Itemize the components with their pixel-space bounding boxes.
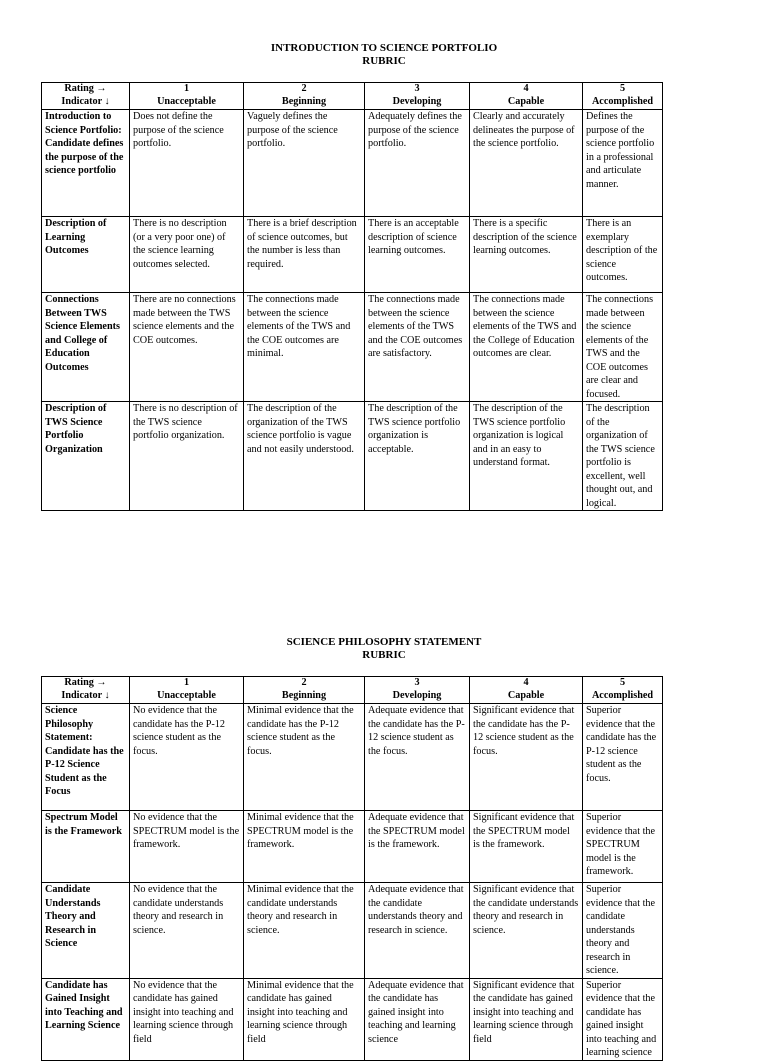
rubric-cell: Defines the purpose of the science portfolio in a professional and articulate manner. [583, 110, 663, 217]
rubric1-header-row [42, 83, 663, 110]
rating-number: 1 [183, 677, 190, 688]
rubric-cell: There is a brief description of science outcomes, but the number is less than required. [244, 217, 365, 293]
rubric2-title-line1: SCIENCE PHILOSOPHY STATEMENT [286, 636, 482, 648]
rubric-cell: Significant evidence that the candidate understands theory and research in science. [470, 883, 583, 979]
rubric-cell: No evidence that the candidate has the P-12 science student as the focus. [130, 704, 244, 811]
rubric-cell: The connections made between the science elements of the TWS and the College of Education outcomes are clear. [470, 293, 583, 402]
rubric-cell: The description of the TWS science portfolio organization is logical and in an easy to understand format. [470, 402, 583, 511]
rubric-cell: There is an acceptable description of science learning outcomes. [365, 217, 470, 293]
table-row [42, 704, 663, 811]
table-row [42, 217, 663, 293]
rating-label: Accomplished [591, 95, 654, 107]
rubric-cell: Adequate evidence that the SPECTRUM model is the framework. [365, 811, 470, 883]
table-row [42, 293, 663, 402]
rubric-cell: Superior evidence that the SPECTRUM model is the framework. [583, 811, 663, 883]
rubric2-title [0, 636, 768, 662]
rating-label: Unacceptable [157, 95, 216, 107]
indicator-cell: Introduction to Science Portfolio: Candidate defines the purpose of the science portfolio [42, 110, 130, 217]
rating-number: 1 [183, 83, 190, 94]
rubric-cell: There is no description of the TWS science portfolio organization. [130, 402, 244, 511]
rating-5-header [583, 83, 663, 110]
rating-label: Developing [392, 95, 442, 107]
rubric-cell: No evidence that the SPECTRUM model is the framework. [130, 811, 244, 883]
rating-indicator-header [42, 677, 130, 704]
rating-2-header [244, 83, 365, 110]
rating-number: 4 [523, 83, 529, 94]
indicator-label: Indicator ↓ [61, 95, 110, 107]
rubric-cell: Minimal evidence that the candidate has gained insight into teaching and learning science through field [244, 978, 365, 1060]
indicator-cell: Spectrum Model is the Framework [42, 811, 130, 883]
rating-label: Developing [392, 689, 442, 701]
rubric2-table [41, 676, 663, 1061]
rating-label: Beginning [281, 95, 327, 107]
rating-indicator-header [42, 83, 130, 110]
rating-label: Accomplished [591, 689, 654, 701]
rating-label: Unacceptable [157, 689, 216, 701]
rubric-cell: Adequate evidence that the candidate has gained insight into teaching and learning science [365, 978, 470, 1060]
rating-label: Capable [507, 95, 545, 107]
rubric-cell: Minimal evidence that the SPECTRUM model is the framework. [244, 811, 365, 883]
indicator-cell: Description of Learning Outcomes [42, 217, 130, 293]
rating-number: 2 [301, 83, 307, 94]
rating-number: 2 [301, 677, 307, 688]
rubric-cell: Significant evidence that the candidate has the P-12 science student as the focus. [470, 704, 583, 811]
rating-number: 4 [523, 677, 529, 688]
rubric-cell: Adequate evidence that the candidate understands theory and research in science. [365, 883, 470, 979]
rubric-cell: Minimal evidence that the candidate understands theory and research in science. [244, 883, 365, 979]
rating-1-header [130, 677, 244, 704]
rating-label: Capable [507, 689, 545, 701]
rubric-cell: Adequately defines the purpose of the science portfolio. [365, 110, 470, 217]
rating-number: 5 [619, 83, 626, 94]
rubric-cell: Superior evidence that the candidate understands theory and research in science. [583, 883, 663, 979]
rubric-cell: There is no description (or a very poor one) of the science learning outcomes selected. [130, 217, 244, 293]
rating-number: 3 [414, 83, 420, 94]
rubric2-title-line2: RUBRIC [362, 649, 406, 661]
rating-label: Beginning [281, 689, 327, 701]
rubric-cell: The description of the organization of the TWS science portfolio is vague and not easily understood. [244, 402, 365, 511]
rubric-cell: Significant evidence that the candidate has gained insight into teaching and learning science through field [470, 978, 583, 1060]
rating-5-header [583, 677, 663, 704]
rubric-cell: Vaguely defines the purpose of the science portfolio. [244, 110, 365, 217]
table-row [42, 883, 663, 979]
table-row [42, 402, 663, 511]
indicator-cell: Description of TWS Science Portfolio Organization [42, 402, 130, 511]
indicator-cell: Candidate has Gained Insight into Teaching and Learning Science [42, 978, 130, 1060]
rubric-cell: There is a specific description of the science learning outcomes. [470, 217, 583, 293]
rubric-cell: The description of the TWS science portfolio organization is acceptable. [365, 402, 470, 511]
rating-number: 5 [619, 677, 626, 688]
rubric-cell: Clearly and accurately delineates the purpose of the science portfolio. [470, 110, 583, 217]
indicator-label: Indicator ↓ [61, 689, 110, 701]
rubric-cell: Superior evidence that the candidate has the P-12 science student as the focus. [583, 704, 663, 811]
rating-number: 3 [414, 677, 420, 688]
rating-4-header [470, 677, 583, 704]
rubric1-table [41, 82, 663, 511]
rating-label: Rating → [64, 677, 107, 688]
table-row [42, 110, 663, 217]
table-row [42, 811, 663, 883]
rating-3-header [365, 677, 470, 704]
rubric-cell: There are no connections made between the TWS science elements and the COE outcomes. [130, 293, 244, 402]
rubric-cell: Superior evidence that the candidate has gained insight into teaching and learning science [583, 978, 663, 1060]
rating-3-header [365, 83, 470, 110]
rubric1-title [0, 42, 768, 68]
rubric1-title-line2: RUBRIC [362, 55, 406, 67]
rubric-cell: Adequate evidence that the candidate has the P-12 science student as the focus. [365, 704, 470, 811]
rating-2-header [244, 677, 365, 704]
rubric-cell: There is an exemplary description of the science outcomes. [583, 217, 663, 293]
rubric-cell: Significant evidence that the SPECTRUM model is the framework. [470, 811, 583, 883]
table-row [42, 978, 663, 1060]
indicator-cell: Science Philosophy Statement: Candidate has the P-12 Science Student as the Focus [42, 704, 130, 811]
rubric1-title-line1: INTRODUCTION TO SCIENCE PORTFOLIO [270, 42, 498, 54]
indicator-cell: Candidate Understands Theory and Research in Science [42, 883, 130, 979]
rubric-cell: The description of the organization of the TWS science portfolio is excellent, well thought out, and logical. [583, 402, 663, 511]
rating-1-header [130, 83, 244, 110]
rubric-cell: No evidence that the candidate has gained insight into teaching and learning science through field [130, 978, 244, 1060]
rubric-cell: The connections made between the science elements of the TWS and the COE outcomes are minimal. [244, 293, 365, 402]
rating-label: Rating → [64, 83, 107, 94]
indicator-cell: Connections Between TWS Science Elements and College of Education Outcomes [42, 293, 130, 402]
rating-4-header [470, 83, 583, 110]
rubric-cell: Does not define the purpose of the science portfolio. [130, 110, 244, 217]
rubric-cell: The connections made between the science elements of the TWS and the COE outcomes are clear and focused. [583, 293, 663, 402]
rubric2-header-row [42, 677, 663, 704]
rubric-cell: Minimal evidence that the candidate has the P-12 science student as the focus. [244, 704, 365, 811]
rubric-cell: The connections made between the science elements of the TWS and the COE outcomes are satisfactory. [365, 293, 470, 402]
rubric-cell: No evidence that the candidate understands theory and research in science. [130, 883, 244, 979]
